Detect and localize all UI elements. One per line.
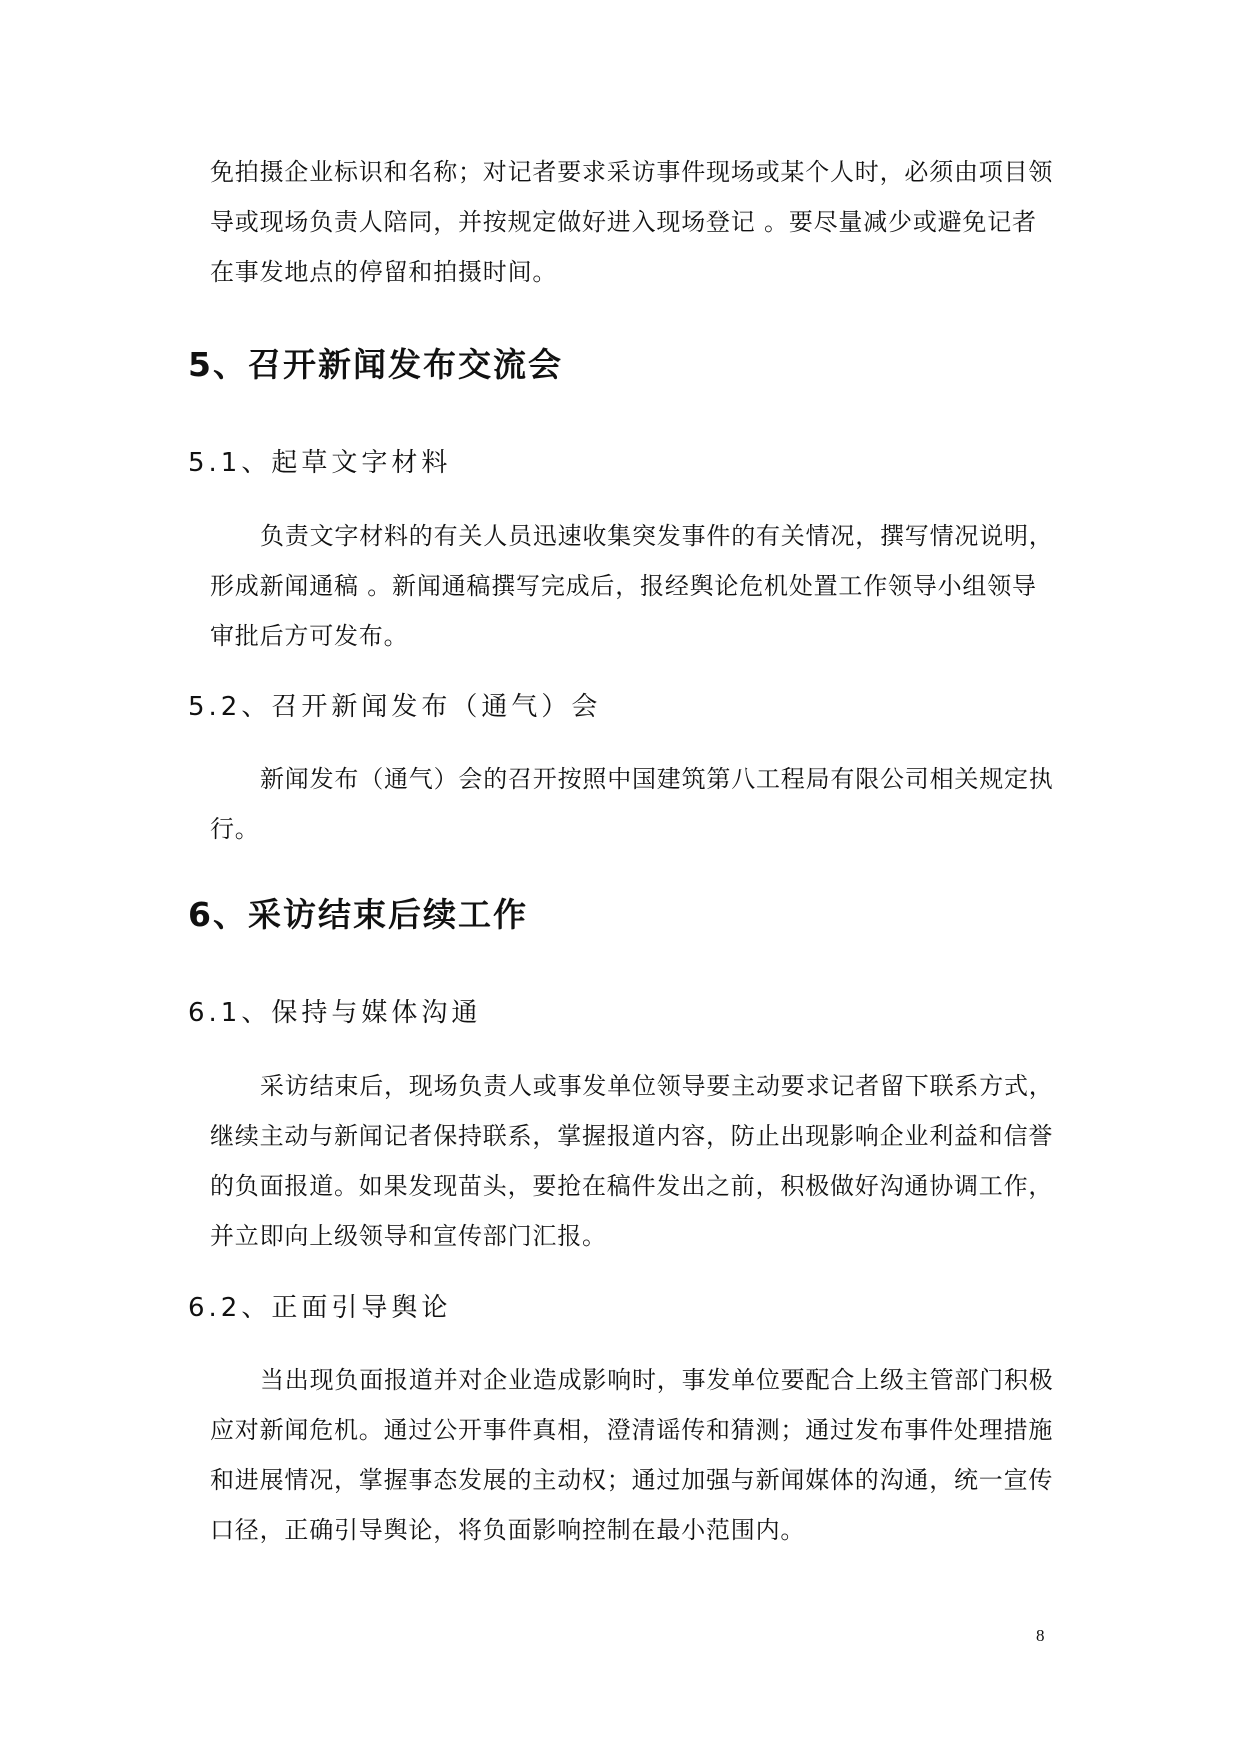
paragraph-line: 免拍摄企业标识和名称；对记者要求采访事件现场或某个人时，必须由项目领 xyxy=(210,158,1054,186)
section-heading-5: 5、召开新闻发布交流会 xyxy=(188,345,563,384)
paragraph-line: 当出现负面报道并对企业造成影响时，事发单位要配合上级主管部门积极 xyxy=(260,1366,1054,1394)
page-number: 8 xyxy=(1036,1626,1045,1645)
paragraph-line: 的负面报道。如果发现苗头，要抢在稿件发出之前，积极做好沟通协调工作， xyxy=(210,1172,1054,1200)
paragraph-line: 采访结束后，现场负责人或事发单位领导要主动要求记者留下联系方式， xyxy=(260,1072,1054,1100)
paragraph-line: 行。 xyxy=(210,815,260,843)
paragraph-line: 继续主动与新闻记者保持联系，掌握报道内容，防止出现影响企业利益和信誉 xyxy=(210,1122,1054,1150)
subsection-heading-5-1: 5.1、起草文字材料 xyxy=(188,448,452,478)
paragraph-line: 应对新闻危机。通过公开事件真相，澄清谣传和猜测；通过发布事件处理措施 xyxy=(210,1416,1054,1444)
paragraph-line: 口径，正确引导舆论，将负面影响控制在最小范围内。 xyxy=(210,1516,806,1544)
subsection-heading-6-1: 6.1、保持与媒体沟通 xyxy=(188,998,482,1028)
paragraph-line: 在事发地点的停留和拍摄时间。 xyxy=(210,258,558,286)
paragraph-line: 并立即向上级领导和宣传部门汇报。 xyxy=(210,1222,607,1250)
paragraph-line: 和进展情况，掌握事态发展的主动权；通过加强与新闻媒体的沟通，统一宣传 xyxy=(210,1466,1054,1494)
paragraph-line: 新闻发布（通气）会的召开按照中国建筑第八工程局有限公司相关规定执 xyxy=(260,765,1054,793)
paragraph-line: 形成新闻通稿 。新闻通稿撰写完成后，报经舆论危机处置工作领导小组领导 xyxy=(210,572,1037,600)
subsection-heading-5-2: 5.2、召开新闻发布（通气）会 xyxy=(188,692,602,722)
section-heading-6: 6、采访结束后续工作 xyxy=(188,895,528,934)
subsection-heading-6-2: 6.2、正面引导舆论 xyxy=(188,1293,452,1323)
paragraph-line: 导或现场负责人陪同，并按规定做好进入现场登记 。要尽量减少或避免记者 xyxy=(210,208,1037,236)
paragraph-line: 负责文字材料的有关人员迅速收集突发事件的有关情况，撰写情况说明， xyxy=(260,522,1054,550)
paragraph-line: 审批后方可发布。 xyxy=(210,622,409,650)
